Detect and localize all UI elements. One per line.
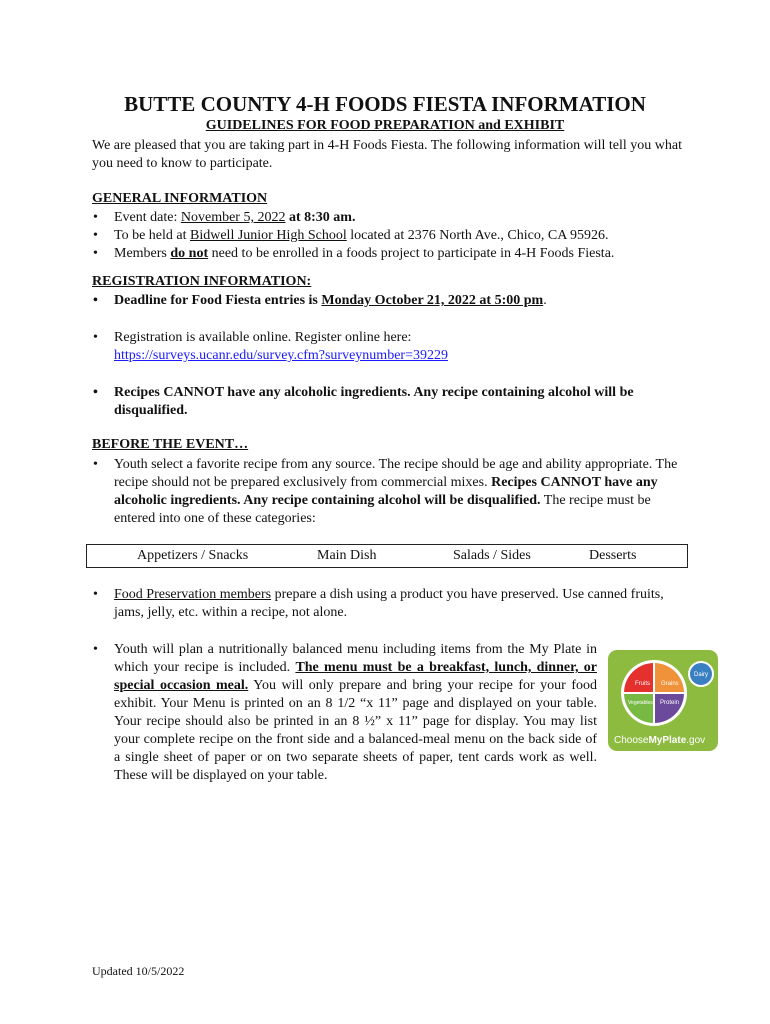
category-cell: Salads / Sides <box>453 548 531 563</box>
before-list-1 <box>92 456 682 528</box>
myplate-brand: MyPlate <box>648 735 687 746</box>
held-label: To be held at <box>114 228 190 243</box>
myplate-grains-label: Grains <box>661 681 679 687</box>
myplate-gov: .gov <box>686 735 706 746</box>
deadline-label: Deadline for Food Fiesta entries is <box>114 293 322 308</box>
general-list <box>92 209 692 263</box>
document-subtitle: GUIDELINES FOR FOOD PREPARATION and EXHIBIT <box>205 118 565 133</box>
intro-paragraph: We are pleased that you are taking part in 4-H Foods Fiesta. The following information will tell you what you need to know to participate. <box>92 138 682 171</box>
members-text-end: need to be enrolled in a foods project to participate in 4-H Foods Fiesta. <box>208 246 615 261</box>
myplate-logo <box>608 650 718 751</box>
deadline-period: . <box>543 293 547 308</box>
category-cell: Appetizers / Snacks <box>137 548 249 563</box>
before-list-2 <box>92 586 682 622</box>
menu-requirement: The menu must be a breakfast, lunch, dinner, or special occasion meal. <box>114 660 597 693</box>
myplate-choose: Choose <box>614 735 649 746</box>
registration-heading: REGISTRATION INFORMATION: <box>92 274 312 289</box>
registration-list-3 <box>92 384 692 420</box>
menu-text-end: You will only prepare and bring your recipe for your food exhibit. Your Menu is printed on an 8 1/2 “x 11” page and displayed on your table. Your recipe should also be printed in an 8 ½” x 11” page for display. You may list your complete recipe on the front side and a balanced-meal menu on the back side of a single sheet of paper or on two separate sheets of paper, tent cards work as well. These will be displayed on your table. <box>114 678 597 783</box>
category-cell: Main Dish <box>317 548 377 563</box>
event-date: November 5, 2022 <box>180 210 286 225</box>
registration-list-2 <box>92 329 692 365</box>
myplate-icon <box>608 650 718 751</box>
held-place: Bidwell Junior High School <box>190 228 347 243</box>
myplate-dairy-label: Dairy <box>694 672 709 678</box>
members-do-not: do not <box>170 246 209 261</box>
category-cell: Desserts <box>589 548 637 563</box>
list-item <box>92 384 692 420</box>
registration-online-text: Registration is available online. Register online here: <box>114 330 412 345</box>
svg-text:ChooseMyPlate.gov <box>614 735 705 746</box>
menu-text: Youth will plan a nutritionally balanced menu including items from the My Plate in which your recipe is included. <box>114 642 597 675</box>
preservation-label: Food Preservation members <box>114 587 272 602</box>
list-item <box>92 292 692 310</box>
select-recipe-warning: Recipes CANNOT have any alcoholic ingredients. Any recipe containing alcohol will be disqualified. <box>114 475 658 508</box>
list-item <box>92 245 692 263</box>
held-address: located at 2376 North Ave., Chico, CA 95926. <box>346 228 609 243</box>
preservation-text: prepare a dish using a product you have preserved. Use canned fruits, jams, jelly, etc. within a recipe, not alone. <box>114 587 664 620</box>
deadline-date: Monday October 21, 2022 at 5:00 pm <box>321 293 544 308</box>
event-time: at 8:30 am. <box>285 210 356 225</box>
alcohol-warning: Recipes CANNOT have any alcoholic ingredients. Any recipe containing alcohol will be disqualified. <box>114 385 634 418</box>
myplate-vegetables-label: Vegetables <box>628 700 653 706</box>
myplate-protein-label: Protein <box>660 700 680 706</box>
list-item <box>92 209 692 227</box>
footer-updated: Updated 10/5/2022 <box>92 964 185 978</box>
select-recipe-end: The recipe must be entered into one of these categories: <box>114 493 651 526</box>
list-item <box>92 456 682 528</box>
general-heading: GENERAL INFORMATION <box>92 191 268 206</box>
list-item <box>92 641 597 785</box>
list-item <box>92 586 682 622</box>
document-title: BUTTE COUNTY 4-H FOODS FIESTA INFORMATION <box>124 92 646 116</box>
members-text: Members <box>114 246 171 261</box>
event-date-label: Event date: <box>114 210 181 225</box>
list-item <box>92 329 692 365</box>
myplate-fruits-label: Fruits <box>635 681 650 687</box>
select-recipe-text: Youth select a favorite recipe from any source. The recipe should be age and ability appropriate. The recipe should not be prepared exclusively from commercial mixes. <box>114 457 678 490</box>
list-item <box>92 227 692 245</box>
categories-table <box>86 544 688 568</box>
before-list-3 <box>92 641 597 785</box>
registration-list-1 <box>92 292 692 310</box>
registration-link[interactable]: https://surveys.ucanr.edu/survey.cfm?surveynumber=39229 <box>114 348 448 363</box>
before-heading: BEFORE THE EVENT… <box>92 437 249 452</box>
